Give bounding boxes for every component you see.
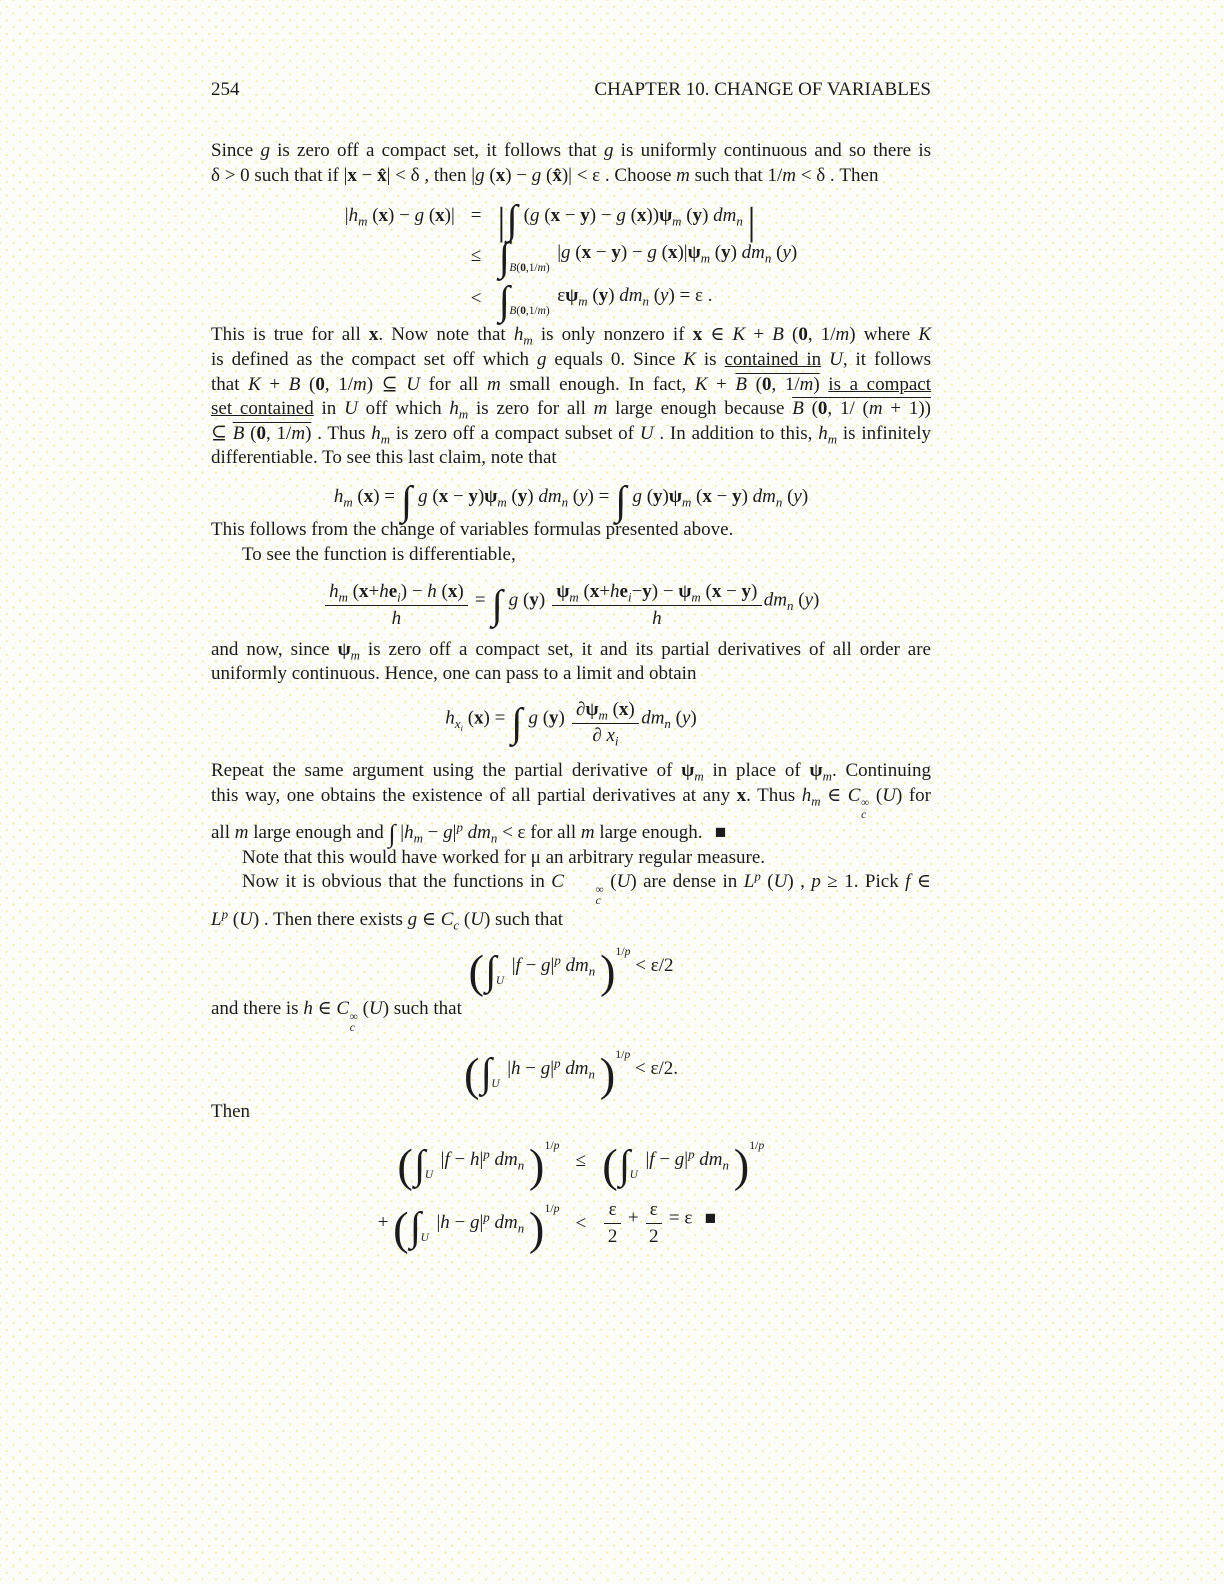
paragraph-change-of-variables: This follows from the change of variables formulas presented above. To see the function is differentiable, [211,518,734,565]
equation-mollifier-estimate: $|h_m$ (x) − g (x)| = |∫ (g (x − y) − g $(x))\psi_m$ (y) $dm_n$ | ≤ ∫B(0,1/m) |g (x − y) − g $(x)|\psi_m$ (y) $dm_n$ (y) < ∫B(0,1/m) $\varepsilon\psi_m$ (y) $dm_n$ (y) = ε . [344,197,798,323]
paragraph-intro: Since g is zero off a compact set, it follows that g is uniformly continuous and so there is δ > 0 such that if |x − x̂| < δ , then |g (x) − g (x̂)| < ε . Choose m such that 1/m < δ . Then [211,140,931,186]
equation-partial-derivative: $h_{x_i}$ (x) = ∫ g (y) $\frac{\partial\psi_m (x)}{\partial x_i}$ $dm_n$ (y) [445,698,697,749]
page-number: 254 [211,79,240,100]
equation-f-minus-g-norm: (∫U $|f - g|^p$ $dm_n$ )$^{1/p}$ < ε/2 [468,945,674,999]
paragraph-note-measure: Note that this would have worked for μ an arbitrary regular measure. [242,846,766,868]
paragraph-exists-h: and there is h ∈ C ∞ c (U) such that [211,998,462,1035]
equation-convolution: $h_m$ (x) = ∫ g $(x - y)\psi_m$ (y) $dm_n$ (y) = ∫ g $(y)\psi_m$ (x − y) $dm_n$ (y) [333,478,809,524]
text-column [211,78,932,1256]
equation-h-minus-g-norm: (∫U $|h - g|^p$ $dm_n$ )$^{1/p}$ < ε/2. [463,1047,679,1101]
paragraph-density: Now it is obvious that the functions in C ∞ c (U) are dense in $L^p$ (U) , p ≥ 1. Pick f ∈ $L^p$ (U) . Then there exists g ∈ $C_c$ (U) such that [211,868,931,933]
paragraph-uniform-continuity: and now, since $\psi_m$ is zero off a compact set, it and its partial derivatives of all order are uniformly continuous. Hence, one can pass to a limit and obtain [211,638,931,685]
paragraph-repeat-argument: Repeat the same argument using the partial derivative of $\psi_m$ in place of $\psi_m$. Continuing this way, one obtains the existence of all partial derivatives at any x. Thus $h_m$ ∈ C ∞ c (U) for all m large enough and ∫ $|h_m - g|^p$ $dm_n < \varepsilon$ for all m large enough. ■ [211,760,931,849]
paragraph-compact-support: This is true for all x. Now note that $h_m$ is only nonzero if x ∈ K + B (0, 1/m) where K is defined as the compact set off which g equals 0. Since K is contained in U, it follows that K + B (0, 1/m) ⊆ U for all m small enough. In fact, K + B (0, 1/m) is a compact set contained in U off which $h_m$ is zero for all m large enough because B (0, 1/ (m + 1)) ⊆ B (0, 1/m) . Thus $h_m$ is zero off a compact subset of U . In addition to this, $h_m$ is infinitely differentiable. To see this last claim, note that [211,324,932,469]
equation-difference-quotient: $\frac{h_m (x+he_i) - h (x)}{h}$ = ∫ g (y) $\frac{\psi_m (x+he_i-y) - \psi_m (x - y)}{h}$ $dm_n$ (y) [211,581,931,629]
chapter-title: CHAPTER 10. CHANGE OF VARIABLES [594,79,931,100]
page-header [211,78,931,102]
equation-triangle-inequality: (∫U $|f - h|^p$ $dm_n$ )$^{1/p}$ ≤ (∫U $|f - g|^p$ $dm_n$ )$^{1/p}$ + (∫U $|h - g|^p$ $dm_n$ )$^{1/p}$ < $\frac{\varepsilon}{2}$ + $\frac{\varepsilon}{2}$ = ε ■ [377,1139,765,1256]
paragraph-then: Then [211,1100,251,1122]
